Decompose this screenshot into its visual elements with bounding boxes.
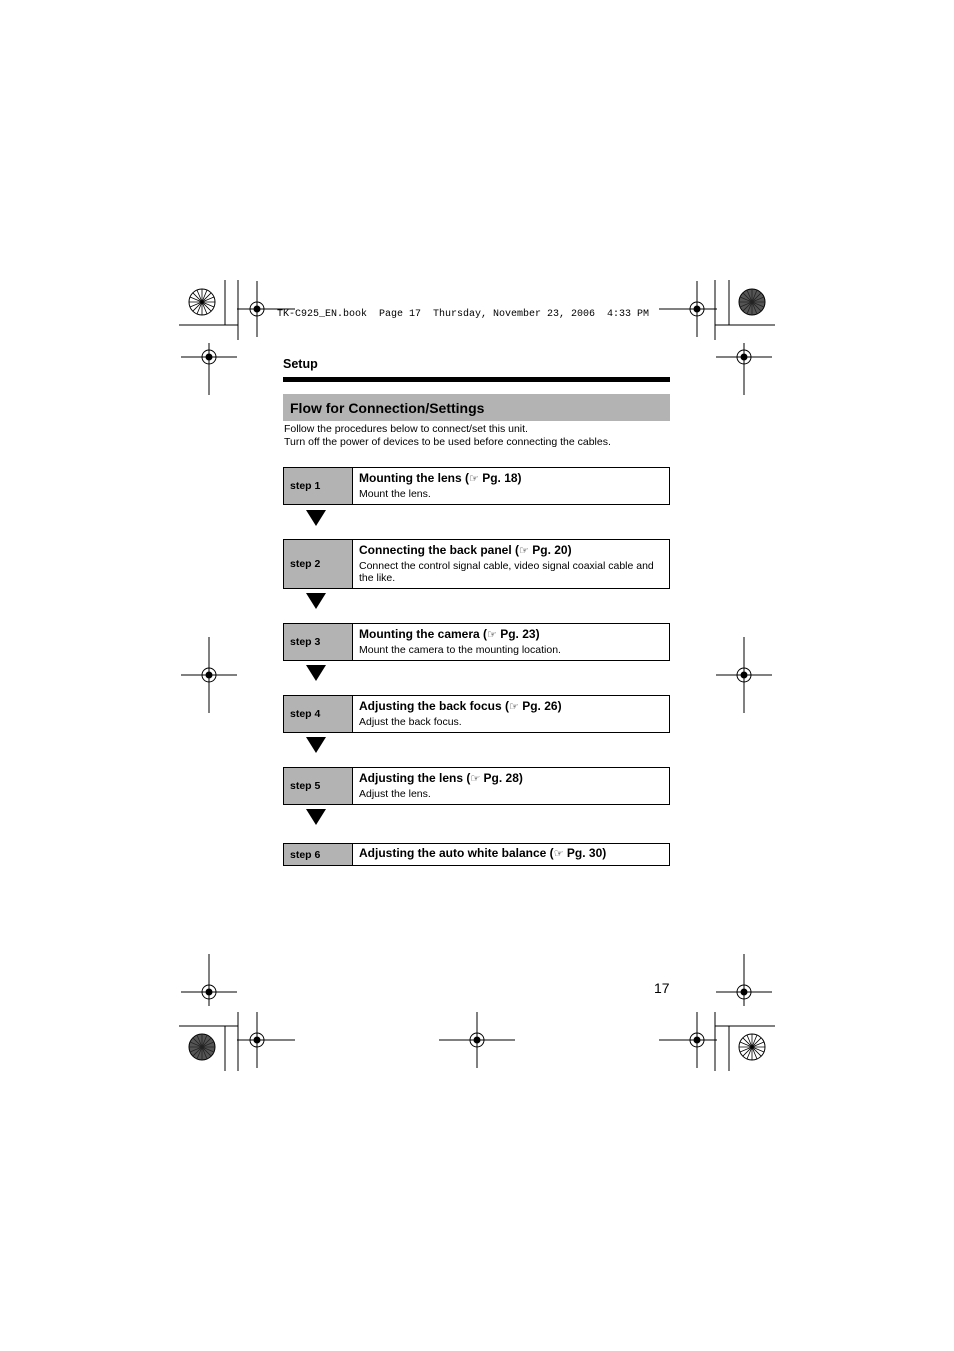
step-desc: Adjust the back focus.	[359, 716, 462, 728]
step-tag: step 5	[284, 768, 353, 804]
down-arrow-icon	[306, 737, 326, 753]
step-tag: step 1	[284, 468, 353, 504]
pointing-hand-icon: ☞	[509, 701, 519, 713]
step-tag: step 3	[284, 624, 353, 660]
step-title: Adjusting the auto white balance (☞ Pg. 30)	[359, 846, 607, 860]
step-box	[283, 843, 670, 866]
down-arrow-icon	[306, 809, 326, 825]
page-number: 17	[654, 980, 670, 996]
page-title: Flow for Connection/Settings	[290, 399, 485, 416]
print-header: TK-C925_EN.book Page 17 Thursday, November 23, 2006 4:33 PM	[277, 309, 650, 320]
step-title: Connecting the back panel (☞ Pg. 20)	[359, 543, 572, 557]
section-label: Setup	[283, 357, 318, 371]
step-title: Mounting the lens (☞ Pg. 18)	[359, 471, 522, 485]
pointing-hand-icon: ☞	[470, 773, 481, 785]
step-box	[283, 467, 670, 505]
step-tag: step 4	[284, 696, 353, 732]
step-tag: step 2	[284, 540, 353, 588]
step-box	[283, 623, 670, 661]
pointing-hand-icon: ☞	[553, 848, 564, 860]
step-desc: Adjust the lens.	[359, 788, 431, 800]
step-title: Adjusting the lens (☞ Pg. 28)	[359, 771, 523, 785]
intro-line: Follow the procedures below to connect/set this unit.	[284, 423, 528, 435]
down-arrow-icon	[306, 510, 326, 526]
header-rule	[283, 377, 670, 382]
intro-line: Turn off the power of devices to be used before connecting the cables.	[284, 436, 611, 448]
step-box	[283, 539, 670, 589]
down-arrow-icon	[306, 593, 326, 609]
title-bar	[283, 394, 670, 421]
down-arrow-icon	[306, 665, 326, 681]
step-desc: Connect the control signal cable, video signal coaxial cable and the like.	[359, 560, 654, 584]
pointing-hand-icon: ☞	[487, 629, 497, 641]
intro-text	[284, 423, 611, 449]
step-desc: Mount the camera to the mounting location.	[359, 644, 561, 656]
step-tag: step 6	[284, 844, 353, 865]
step-box	[283, 767, 670, 805]
step-title: Adjusting the back focus (☞ Pg. 26)	[359, 699, 562, 713]
pointing-hand-icon: ☞	[469, 473, 479, 485]
pointing-hand-icon: ☞	[519, 545, 529, 557]
step-title: Mounting the camera (☞ Pg. 23)	[359, 627, 540, 641]
step-desc: Mount the lens.	[359, 488, 431, 500]
step-box	[283, 695, 670, 733]
